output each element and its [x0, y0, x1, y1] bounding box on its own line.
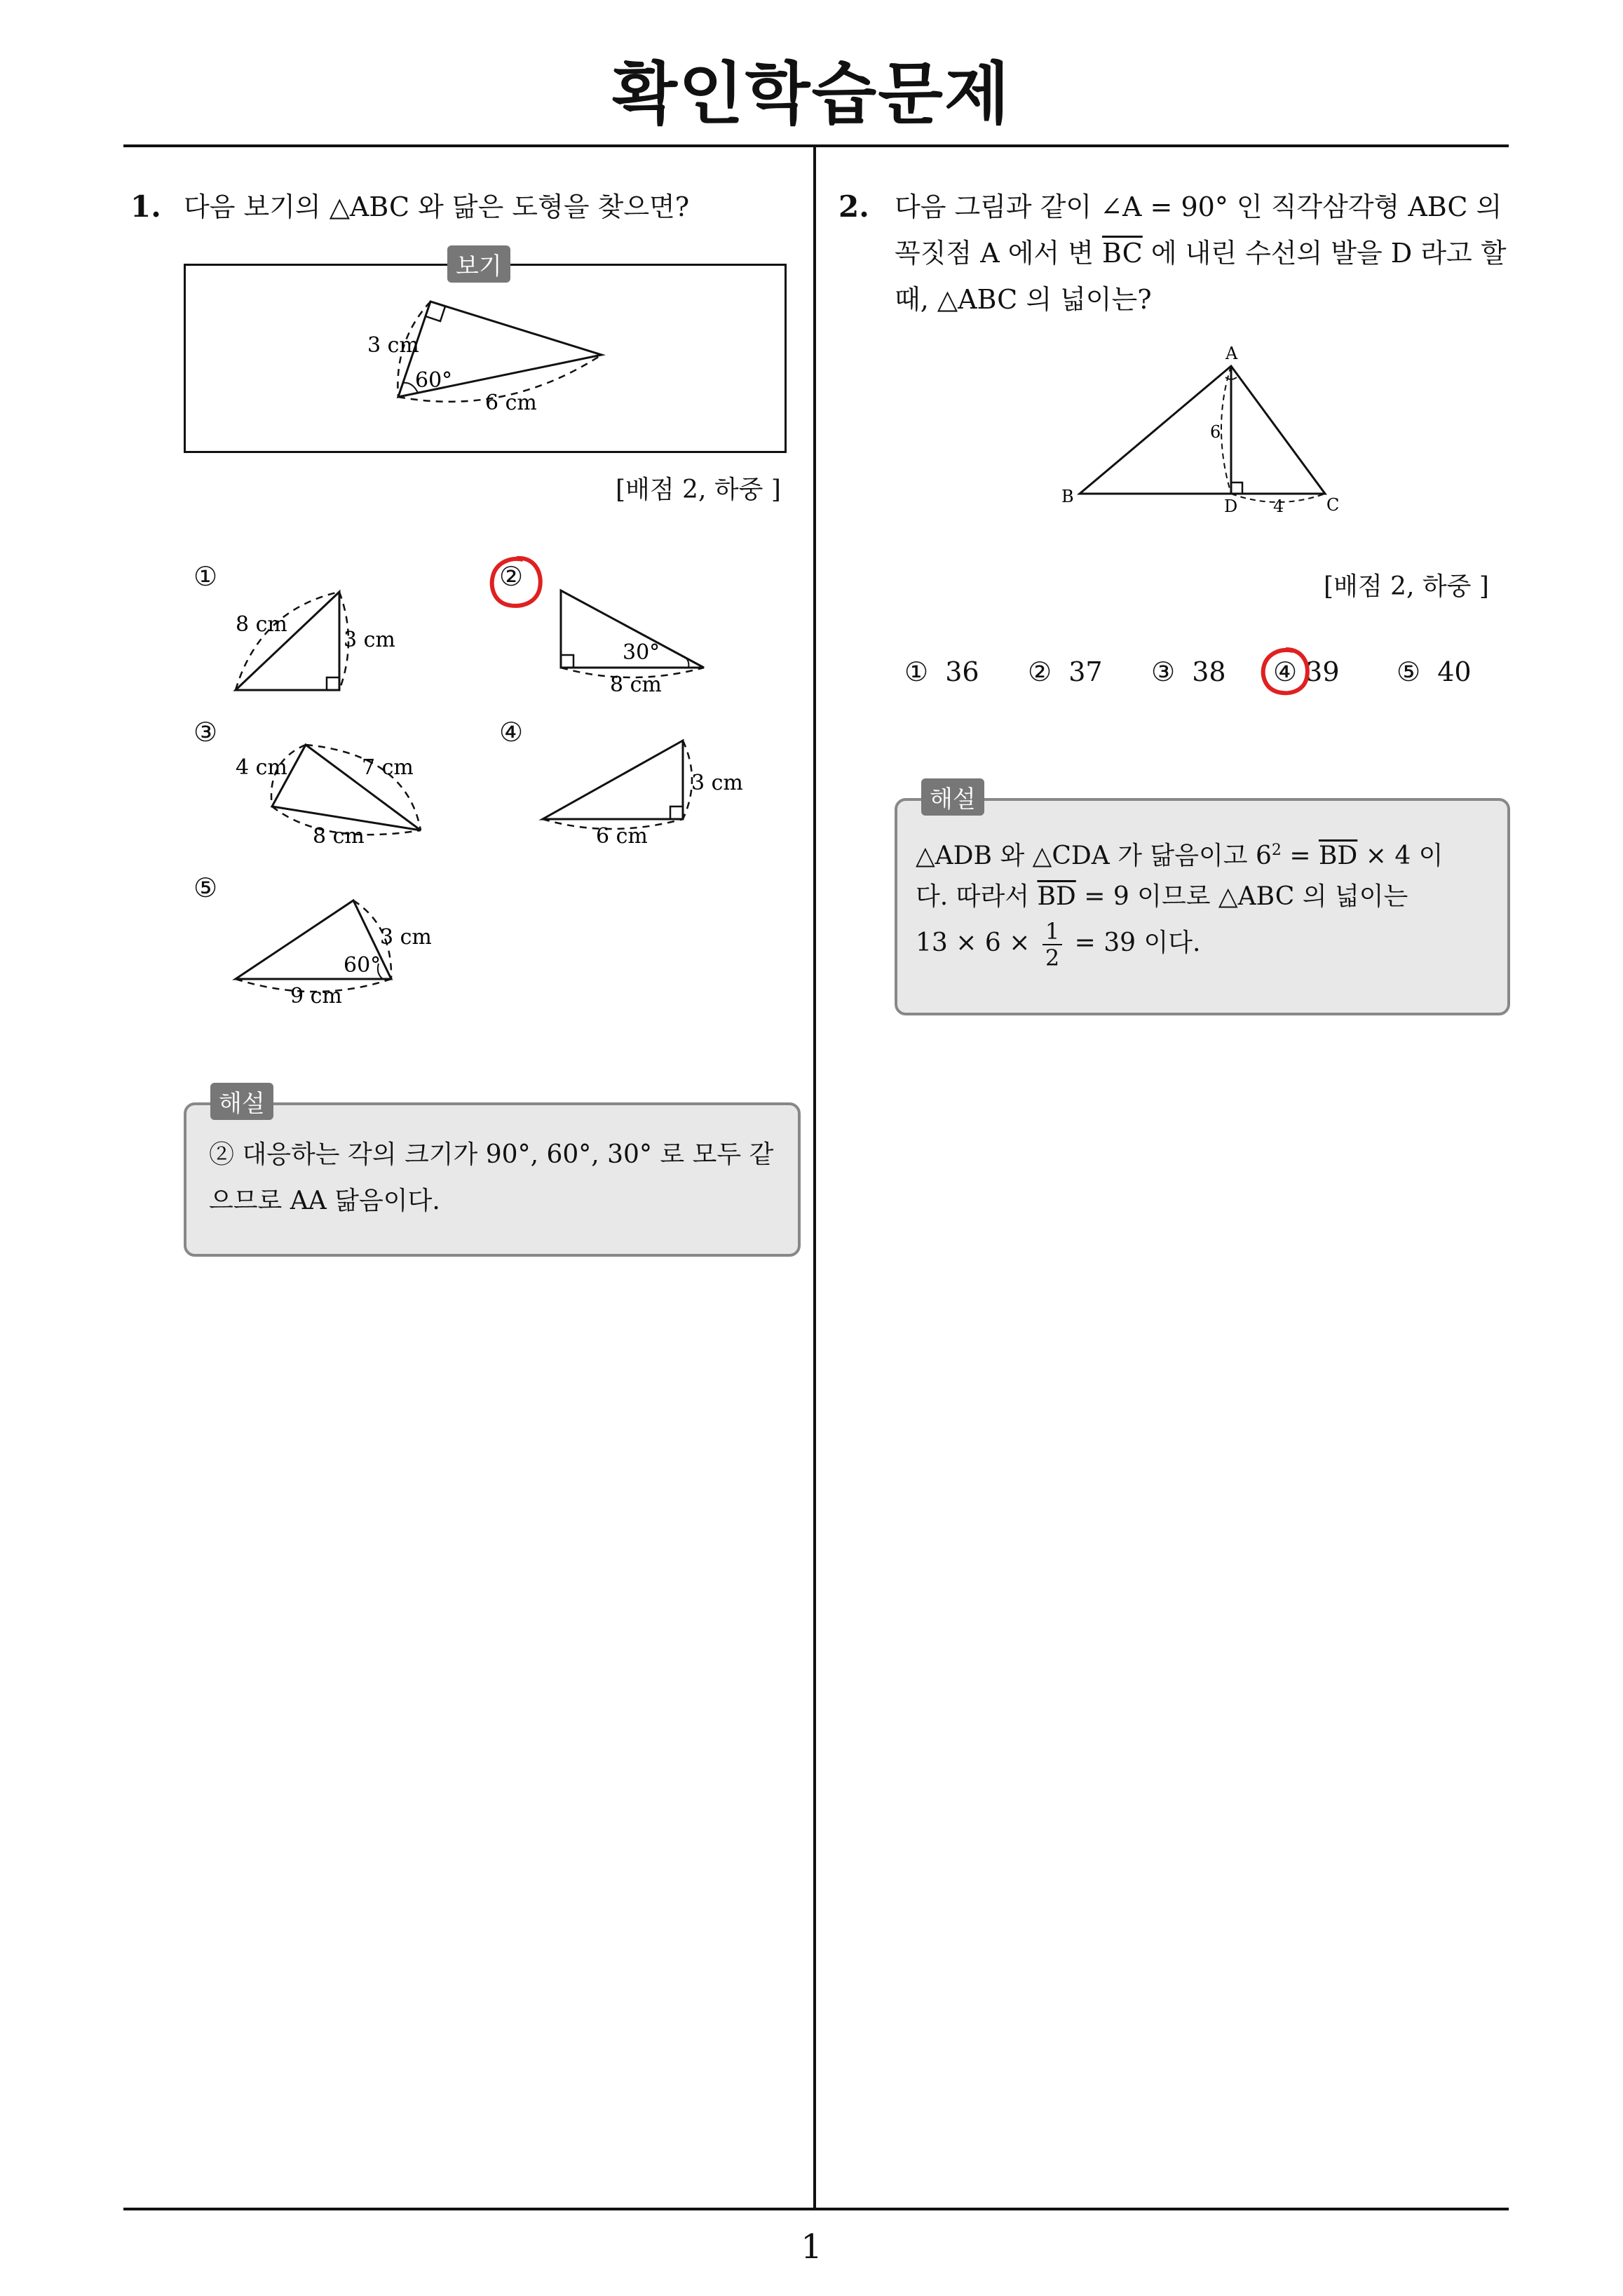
- q2-figure: [1052, 337, 1374, 519]
- q2-score: [배점 2, 하중 ]: [1324, 572, 1489, 601]
- q2-label-a: A: [1225, 344, 1238, 363]
- q1-choice-1-number[interactable]: ①: [193, 561, 218, 592]
- q1-choice-5-figure: [217, 884, 449, 1010]
- q2-choice-2[interactable]: ② 37: [1028, 656, 1103, 687]
- q1-choice-3-number[interactable]: ③: [193, 717, 218, 748]
- q2-text-line-1: 다음 그림과 같이 ∠A = 90° 인 직각삼각형 ABC 의: [895, 191, 1502, 222]
- page-title: 확인학습문제: [612, 55, 1011, 133]
- q2-choice-5[interactable]: ⑤ 40: [1397, 656, 1472, 687]
- q1-choice-2-side: 8 cm: [610, 673, 662, 697]
- q2-label-d: D: [1224, 497, 1238, 516]
- column-divider: [813, 144, 816, 2209]
- q1-solution-label: 해설: [210, 1083, 273, 1120]
- q2-number: 2.: [838, 189, 869, 224]
- q1-solution-line-2: 으므로 AA 닮음이다.: [209, 1187, 440, 1215]
- q1-choice-1-label-b: 3 cm: [344, 628, 395, 652]
- q1-choice-4-label-a: 3 cm: [691, 771, 743, 795]
- q1-choice-3-label-b: 7 cm: [362, 755, 414, 780]
- q2-label-c: C: [1326, 495, 1340, 515]
- q2-choice-4[interactable]: ④ 39: [1273, 656, 1340, 687]
- q1-bogi-angle: 60°: [415, 368, 453, 393]
- q2-choice-3[interactable]: ③ 38: [1151, 656, 1226, 687]
- top-rule: [123, 144, 1509, 147]
- q1-choice-5-label-a: 3 cm: [380, 925, 432, 950]
- q1-choice-3-label-a: 4 cm: [236, 755, 287, 780]
- q2-choice-4-mark: [1258, 644, 1314, 700]
- q2-solution-fraction: $\frac{1}{2}$: [1043, 919, 1062, 971]
- q1-choice-5-number[interactable]: ⑤: [193, 872, 218, 903]
- bottom-rule: [123, 2208, 1509, 2210]
- q1-bogi-side-a: 3 cm: [367, 333, 419, 358]
- q1-choice-3-figure: [217, 727, 449, 853]
- q2-solution-line-3: 13 × 6 × $\frac{1}{2}$ = 39 이다.: [916, 918, 1201, 971]
- q1-bogi-label: 보기: [447, 245, 510, 283]
- q2-segment-bc: $\overline{BC}$: [1102, 238, 1143, 269]
- q2-text-line-3: 때, △ABC 의 넓이는?: [895, 284, 1152, 315]
- q2-solution-label: 해설: [921, 778, 984, 816]
- q2-choice-1[interactable]: ① 36: [904, 656, 979, 687]
- q1-choice-4-figure: [533, 727, 764, 853]
- q1-choice-4-number[interactable]: ④: [499, 717, 524, 748]
- q1-choice-2-number[interactable]: ②: [499, 561, 524, 592]
- q2-solution-line-2: 다. 따라서 $\overline{BD} = 9$ 이므로 △ABC 의 넓이는: [916, 882, 1408, 911]
- q2-solution-line-1: △ADB 와 △CDA 가 닮음이고 $6^2 = \overline{BD} \times 4$ 이: [916, 842, 1444, 870]
- q1-score: [배점 2, 하중 ]: [616, 475, 781, 504]
- q1-choice-4-label-b: 6 cm: [596, 824, 648, 849]
- q1-choice-2-mark: [485, 551, 548, 614]
- q2-text-line-2: 꼭짓점 A 에서 변 $\overline{BC}$ 에 내린 수선의 발을 D 라고 할: [895, 238, 1507, 269]
- q1-choice-5-angle: 60°: [344, 953, 381, 978]
- q1-choice-3-label-c: 8 cm: [313, 824, 365, 849]
- q1-solution-line-1: ② 대응하는 각의 크기가 90°, 60°, 30° 로 모두 같: [209, 1140, 774, 1169]
- q1-bogi-side-b: 6 cm: [485, 391, 537, 415]
- q1-choice-2-angle: 30°: [623, 640, 660, 665]
- q1-choice-1-figure: [217, 575, 400, 701]
- q1-choice-1-label-a: 8 cm: [236, 612, 287, 637]
- q1-text: 다음 보기의 △ABC 와 닮은 도형을 찾으면?: [184, 191, 690, 222]
- q1-choice-5-label-b: 9 cm: [290, 984, 342, 1008]
- q2-label-dc: 4: [1273, 497, 1284, 516]
- q2-label-b: B: [1061, 487, 1074, 506]
- q1-choice-2-figure: [540, 575, 729, 701]
- q1-number: 1.: [130, 189, 161, 224]
- page-number: 1: [801, 2227, 822, 2267]
- q1-bogi-figure: [184, 264, 787, 452]
- q2-label-ad: 6: [1210, 422, 1221, 442]
